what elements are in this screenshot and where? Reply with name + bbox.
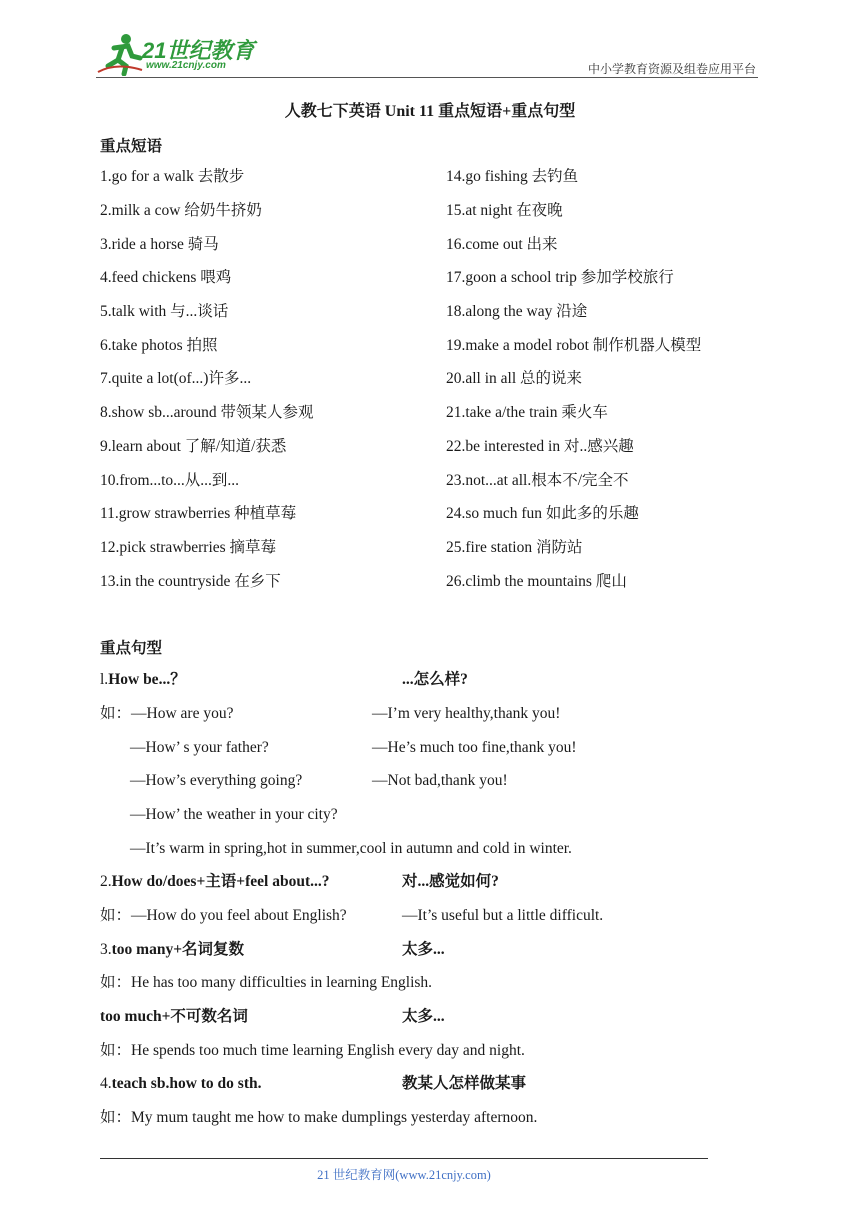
phrase-item: 21.take a/the train 乘火车 (446, 404, 608, 421)
example-line (100, 1041, 525, 1061)
pattern-text: How do/does+主语+feel about...? (111, 873, 330, 890)
example-question: —How’ s your father? (130, 739, 269, 756)
phrase-item: 11.grow strawberries 种植草莓 (100, 505, 297, 522)
example-question: —How’s everything going? (130, 772, 303, 789)
logo (96, 32, 266, 78)
example-answer: —It’s warm in spring,hot in summer,cool in autumn and cold in winter. (130, 840, 572, 857)
page-header (0, 0, 860, 80)
pattern-1-meaning: ...怎么样? (402, 671, 468, 688)
pattern-text: How be...？ (108, 671, 186, 688)
pattern-text: too many+名词复数 (111, 941, 245, 958)
phrase-item: 16.come out 出来 (446, 236, 558, 253)
phrase-item: 25.fire station 消防站 (446, 539, 583, 556)
phrase-item: 3.ride a horse 骑马 (100, 236, 219, 253)
pattern-number: 3. (100, 941, 112, 958)
phrase-item: 13.in the countryside 在乡下 (100, 573, 281, 590)
example-prefix: 如： (100, 1109, 132, 1126)
phrase-item: 12.pick strawberries 摘草莓 (100, 539, 277, 556)
logo-text: 21世纪教育 (142, 38, 255, 63)
phrase-item: 22.be interested in 对..感兴趣 (446, 438, 634, 455)
phrase-item: 19.make a model robot 制作机器人模型 (446, 337, 702, 354)
example-prefix: 如： (100, 907, 132, 924)
phrases-heading: 重点短语 (100, 137, 163, 155)
phrase-item: 2.milk a cow 给奶牛挤奶 (100, 202, 262, 219)
header-tagline: 中小学教育资源及组卷应用平台 (587, 62, 756, 76)
footer-link[interactable]: 21 世纪教育网(www.21cnjy.com) (317, 1168, 491, 1182)
pattern-3b-text: too much+不可数名词 (100, 1008, 248, 1025)
example-sentence: My mum taught me how to make dumplings yesterday afternoon. (131, 1109, 538, 1126)
phrase-item: 23.not...at all.根本不/完全不 (446, 472, 629, 489)
sentences-heading: 重点句型 (100, 639, 163, 657)
phrase-item: 24.so much fun 如此多的乐趣 (446, 505, 639, 522)
pattern-3-meaning: 太多... (402, 941, 445, 958)
pattern-4 (100, 1074, 261, 1094)
pattern-2-meaning: 对...感觉如何? (402, 873, 499, 890)
phrase-item: 15.at night 在夜晚 (446, 202, 563, 219)
example-question: —How do you feel about English? (131, 907, 347, 924)
phrase-item: 8.show sb...around 带领某人参观 (100, 404, 314, 421)
phrase-item: 17.goon a school trip 参加学校旅行 (446, 269, 674, 286)
phrase-item: 18.along the way 沿途 (446, 303, 588, 320)
pattern-text: teach sb.how to do sth. (111, 1075, 262, 1092)
example-prefix: 如： (100, 1042, 132, 1059)
phrase-item: 26.climb the mountains 爬山 (446, 573, 627, 590)
phrase-item: 1.go for a walk 去散步 (100, 168, 245, 185)
example-line (100, 906, 347, 926)
logo-url: www.21cnjy.com (146, 60, 226, 71)
runner-logo-icon (96, 32, 144, 76)
example-sentence: He spends too much time learning English every day and night. (131, 1042, 525, 1059)
phrase-item: 6.take photos 拍照 (100, 337, 218, 354)
pattern-number: 4. (100, 1075, 112, 1092)
example-line (100, 704, 233, 724)
example-prefix: 如： (100, 974, 132, 991)
example-prefix: 如： (100, 705, 132, 722)
phrase-item: 4.feed chickens 喂鸡 (100, 269, 232, 286)
pattern-number: 2. (100, 873, 112, 890)
phrase-item: 20.all in all 总的说来 (446, 370, 583, 387)
example-sentence: He has too many difficulties in learning English. (131, 974, 433, 991)
example-line (100, 973, 432, 993)
phrase-item: 7.quite a lot(of...)许多... (100, 370, 252, 387)
pattern-3 (100, 940, 244, 960)
phrase-item: 14.go fishing 去钓鱼 (446, 168, 579, 185)
footer-divider (100, 1158, 708, 1159)
example-answer: —Not bad,thank you! (372, 772, 508, 789)
phrase-item: 10.from...to...从...到... (100, 472, 240, 489)
phrase-item: 5.talk with 与...谈话 (100, 303, 229, 320)
header-divider (96, 77, 758, 78)
example-question: —How’ the weather in your city? (130, 806, 338, 823)
pattern-number: l. (100, 671, 109, 688)
page-title: 人教七下英语 Unit 11 重点短语+重点句型 (284, 103, 576, 120)
example-line (100, 1108, 537, 1128)
pattern-3b-meaning: 太多... (402, 1008, 445, 1025)
pattern-1 (100, 670, 186, 690)
phrase-item: 9.learn about 了解/知道/获悉 (100, 438, 287, 455)
pattern-2 (100, 872, 330, 892)
example-answer: —I’m very healthy,thank you! (372, 705, 561, 722)
example-question: —How are you? (131, 705, 234, 722)
example-answer: —He’s much too fine,thank you! (372, 739, 577, 756)
example-answer: —It’s useful but a little difficult. (402, 907, 604, 924)
pattern-4-meaning: 教某人怎样做某事 (402, 1075, 527, 1092)
